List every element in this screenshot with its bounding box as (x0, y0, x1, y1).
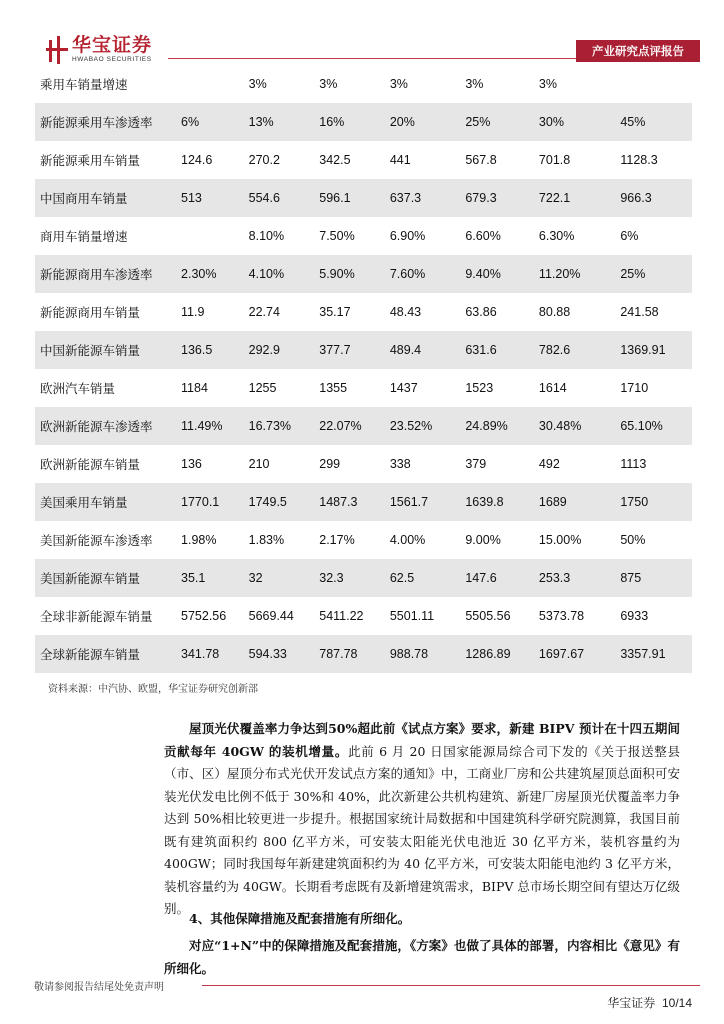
table-cell: 299 (319, 457, 341, 471)
table-cell: 20% (390, 103, 466, 141)
table-cell: 8.10% (248, 229, 285, 243)
row-label: 美国新能源车渗透率 (40, 534, 153, 548)
row-label: 新能源乘用车销量 (40, 154, 141, 168)
table-cell: 787.78 (319, 635, 390, 673)
paragraph-bold-lead: 屋顶光伏覆盖率力争达到50%超此前《试点方案》要求，新建 BIPV 预计在十四五期间贡献每年 40GW 的装机增量。 (164, 721, 680, 759)
table-cell: 3% (465, 77, 484, 91)
row-label: 美国乘用车销量 (35, 483, 181, 521)
table-cell: 24.89% (465, 407, 539, 445)
table-cell: 1437 (389, 381, 418, 395)
footer-page-info (607, 995, 692, 1011)
table-cell: 22.07% (319, 407, 390, 445)
table-cell: 147.6 (465, 559, 539, 597)
section-heading-4: 4、其他保障措施及配套措施有所细化。 (189, 911, 411, 926)
table-row (35, 217, 692, 255)
row-label: 新能源商用车销量 (40, 306, 141, 320)
table-cell: 1697.67 (539, 635, 620, 673)
table-cell: 679.3 (465, 179, 539, 217)
row-label: 全球非新能源车销量 (40, 610, 153, 624)
table-cell: 782.6 (539, 331, 620, 369)
table-cell: 1523 (465, 381, 494, 395)
table-cell: 1639.8 (465, 483, 539, 521)
table-row (35, 445, 692, 483)
table-cell: 5501.11 (389, 609, 435, 623)
table-cell: 124.6 (181, 153, 213, 167)
page-number: 10/14 (661, 996, 692, 1010)
table-cell: 270.2 (248, 153, 280, 167)
table-cell: 210 (248, 457, 270, 471)
table-cell: 5752.56 (181, 609, 227, 623)
table-row (35, 521, 692, 559)
table-cell: 292.9 (249, 331, 320, 369)
paragraph-body: 此前 6 月 20 日国家能源局综合司下发的《关于报送整县（市、区）屋顶分布式光伏开发试点方案的通知》中，工商业厂房和公共建筑屋顶总面积可安装光伏发电比例不低于 30%和 40%，此次新建公共机构建筑、新建厂房屋顶光伏覆盖率力争达到 50%相比较更进一步提升。根据国家统计局数据和中国建筑科学研究院测算，我国目前既有建筑面积约 800 亿平方米，可安装太阳能光伏电池近 30 亿平方米，装机容量约为 400GW；同时我国每年新建建筑面积约为 40 亿平方米，可安装太阳能电池约 3 亿平方米，装机容量约为 40GW。长期看考虑既有及新增建筑需求，BIPV 总市场长期空间有望达万亿级别。 (164, 743, 680, 916)
header-divider (168, 58, 578, 59)
table-cell: 341.78 (181, 635, 249, 673)
table-cell: 5411.22 (319, 609, 364, 623)
table-cell: 241.58 (620, 305, 659, 319)
table-cell: 16% (319, 103, 390, 141)
table-cell: 9.40% (465, 255, 539, 293)
table-cell: 513 (181, 179, 249, 217)
table-cell: 379 (465, 457, 487, 471)
table-cell: 2.17% (319, 533, 355, 547)
table-cell: 3% (389, 77, 408, 91)
table-cell: 9.00% (465, 533, 501, 547)
footer-company: 华宝证券 (607, 996, 656, 1010)
table-cell: 489.4 (390, 331, 466, 369)
table-cell: 63.86 (465, 305, 497, 319)
table-row (35, 635, 692, 673)
table-cell: 554.6 (249, 179, 320, 217)
table-cell: 1749.5 (249, 483, 320, 521)
row-label: 中国新能源车销量 (35, 331, 181, 369)
report-type-tag: 产业研究点评报告 (576, 40, 700, 62)
table-cell: 5669.44 (248, 609, 294, 623)
table-cell: 11.49% (181, 407, 249, 445)
table-cell: 11.20% (539, 255, 620, 293)
logo-text-cn: 华宝证券 (72, 35, 153, 56)
logo-text-en: HWABAO SECURITIES (72, 56, 152, 63)
table-cell: 1770.1 (181, 483, 249, 521)
footer-disclaimer: 敬请参阅报告结尾处免责声明 (34, 982, 164, 993)
row-label: 商用车销量增速 (40, 230, 128, 244)
table-row (35, 141, 692, 179)
table-cell: 875 (620, 559, 692, 597)
table-cell: 2.30% (181, 255, 249, 293)
table-cell: 32 (249, 559, 320, 597)
table-cell: 1128.3 (620, 153, 658, 167)
row-label: 乘用车销量增速 (40, 78, 128, 92)
table-cell: 722.1 (539, 179, 620, 217)
table-cell: 4.00% (389, 533, 426, 547)
table-cell: 35.17 (319, 305, 351, 319)
table-cell: 62.5 (390, 559, 466, 597)
table-cell: 1113 (620, 457, 647, 471)
table-cell (620, 65, 692, 103)
table-cell: 25% (465, 103, 539, 141)
table-cell: 342.5 (319, 153, 351, 167)
table-cell: 5505.56 (465, 609, 511, 623)
table-cell: 1255 (248, 381, 277, 395)
row-label: 全球新能源车销量 (35, 635, 181, 673)
table-cell: 701.8 (538, 153, 571, 167)
table-cell: 1.83% (248, 533, 285, 547)
table-row (35, 369, 692, 407)
table-cell: 30.48% (539, 407, 620, 445)
row-label: 新能源商用车渗透率 (35, 255, 181, 293)
row-label: 中国商用车销量 (35, 179, 181, 217)
row-label: 欧洲新能源车销量 (40, 458, 141, 472)
table-cell: 6.90% (389, 229, 426, 243)
paragraph-measures: 对应“1+N”中的保障措施及配套措施，《方案》也做了具体的部署，内容相比《意见》有所细化。 (164, 938, 680, 976)
row-label: 美国新能源车销量 (35, 559, 181, 597)
table-source: 资料来源：中汽协、欧盟，华宝证券研究创新部 (48, 684, 258, 695)
table-cell: 1487.3 (319, 483, 390, 521)
table-cell: 377.7 (319, 331, 390, 369)
table-cell: 1369.91 (620, 331, 692, 369)
table-cell: 1355 (319, 381, 348, 395)
table-cell: 631.6 (465, 331, 539, 369)
table-cell: 136 (181, 457, 202, 471)
data-table (35, 65, 692, 673)
table-cell: 25% (620, 255, 692, 293)
table-cell: 1614 (538, 381, 567, 395)
table-cell: 1750 (620, 483, 692, 521)
table-cell: 6.60% (465, 229, 501, 243)
table-cell (181, 217, 249, 255)
table-row (35, 331, 692, 369)
table-cell: 338 (389, 457, 411, 471)
table-cell: 6.30% (538, 229, 575, 243)
table-cell: 80.88 (538, 305, 571, 319)
table-cell: 30% (539, 103, 620, 141)
table-cell: 1710 (620, 381, 649, 395)
table-cell: 1561.7 (390, 483, 466, 521)
paragraph-bipv (164, 718, 680, 921)
table-cell: 50% (620, 533, 646, 547)
table-cell: 1.98% (181, 533, 217, 547)
table-row (35, 597, 692, 635)
table-row (35, 65, 692, 103)
table-cell: 6933 (620, 609, 649, 623)
table-cell: 136.5 (181, 331, 249, 369)
table-cell: 5.90% (319, 255, 390, 293)
table-cell: 3% (248, 77, 267, 91)
table-cell: 48.43 (389, 305, 422, 319)
table-cell: 3357.91 (620, 635, 692, 673)
table-cell: 637.3 (390, 179, 466, 217)
table-cell: 492 (538, 457, 560, 471)
table-row (35, 483, 692, 521)
table-row (35, 559, 692, 597)
hwabao-logo (46, 36, 152, 64)
table-cell: 4.10% (249, 255, 320, 293)
table-cell: 7.50% (319, 229, 355, 243)
table-cell: 1184 (181, 381, 208, 395)
table-cell: 11.9 (181, 305, 205, 319)
table-row (35, 103, 692, 141)
table-cell: 1286.89 (465, 635, 539, 673)
table-cell: 45% (620, 103, 692, 141)
table-cell: 32.3 (319, 559, 390, 597)
table-row (35, 293, 692, 331)
table-cell: 1689 (539, 483, 620, 521)
table-cell: 15.00% (538, 533, 582, 547)
table-cell: 966.3 (620, 179, 692, 217)
table-row (35, 407, 692, 445)
table-cell: 6% (620, 229, 639, 243)
table-cell: 567.8 (465, 153, 497, 167)
table-cell: 16.73% (249, 407, 320, 445)
table-row (35, 255, 692, 293)
row-label: 欧洲汽车销量 (40, 382, 116, 396)
table-cell: 6% (181, 103, 249, 141)
table-cell: 3% (538, 77, 557, 91)
table-cell: 441 (389, 153, 411, 167)
table-cell: 65.10% (620, 407, 692, 445)
table-cell (181, 65, 249, 103)
row-label: 欧洲新能源车渗透率 (35, 407, 181, 445)
table-cell: 3% (319, 77, 338, 91)
table-cell: 253.3 (539, 559, 620, 597)
table-cell: 7.60% (390, 255, 466, 293)
table-cell: 13% (249, 103, 320, 141)
table-cell: 5373.78 (538, 609, 585, 623)
table-cell: 22.74 (248, 305, 280, 319)
table-cell: 594.33 (249, 635, 320, 673)
footer-divider (202, 985, 700, 986)
table-cell: 23.52% (390, 407, 466, 445)
table-cell: 596.1 (319, 179, 390, 217)
table-cell: 35.1 (181, 559, 249, 597)
row-label: 新能源乘用车渗透率 (35, 103, 181, 141)
logo-mark-icon (46, 36, 68, 64)
table-row (35, 179, 692, 217)
table-cell: 988.78 (390, 635, 466, 673)
